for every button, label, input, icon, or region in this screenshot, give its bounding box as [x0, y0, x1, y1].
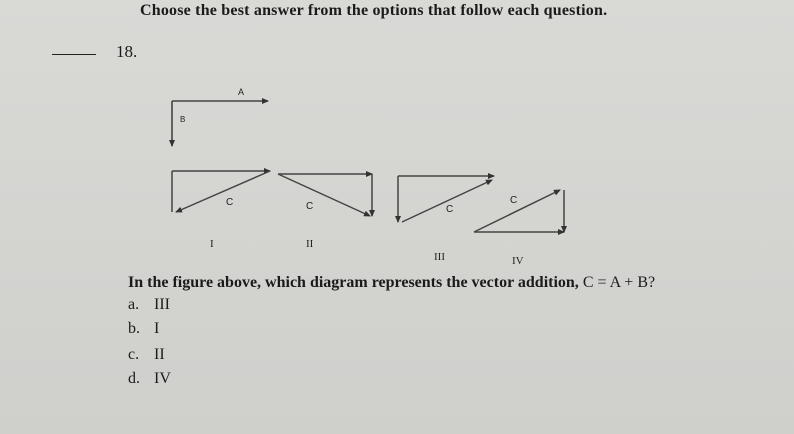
option-a-letter: a.: [128, 296, 140, 313]
diagram-4-label-c: C: [510, 195, 518, 206]
option-c-letter: c.: [128, 346, 140, 363]
question-stem-text: In the figure above, which diagram represents the vector addition,: [128, 274, 579, 291]
option-a[interactable]: [128, 296, 170, 314]
diagram-3: [398, 176, 494, 263]
diagram-2-label-c: C: [306, 201, 314, 212]
option-b-text: I: [154, 320, 160, 337]
diagram-4-numeral: IV: [512, 255, 524, 267]
option-c-text: II: [154, 346, 165, 363]
label-b: B: [180, 115, 186, 124]
option-d-letter: d.: [128, 370, 140, 387]
diagram-2: [278, 174, 372, 250]
diagram-1-numeral: I: [210, 238, 214, 250]
diagram-1: [172, 171, 270, 250]
option-d-text: IV: [154, 370, 171, 387]
question-stem: [128, 274, 655, 292]
option-d[interactable]: [128, 370, 171, 388]
option-b[interactable]: [128, 320, 159, 338]
instruction-text: Choose the best answer from the options that follow each question.: [140, 2, 608, 19]
diagram-3-numeral: III: [434, 251, 445, 263]
label-a: A: [238, 87, 245, 97]
diagram-3-label-c: C: [446, 204, 454, 215]
option-a-text: III: [154, 296, 170, 313]
option-c[interactable]: [128, 346, 165, 364]
question-equation: C = A + B?: [582, 274, 656, 291]
reference-vectors: [172, 87, 268, 146]
diagram-2-numeral: II: [306, 238, 314, 250]
question-number: 18.: [116, 42, 138, 61]
option-b-letter: b.: [128, 320, 140, 337]
diagram-4: [474, 190, 564, 267]
diagram-1-label-c: C: [226, 197, 234, 208]
